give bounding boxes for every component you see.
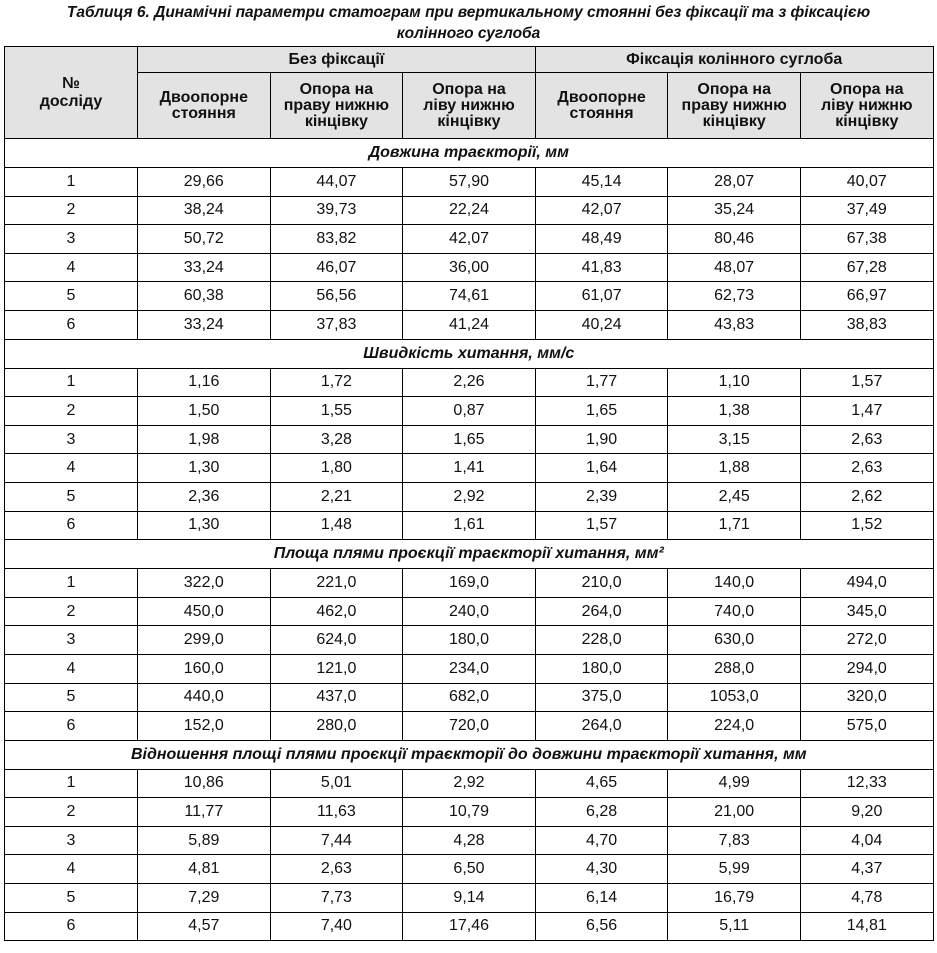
- value-cell: 2,36: [138, 482, 271, 511]
- value-cell: 4,99: [668, 769, 801, 798]
- value-cell: 1,65: [403, 425, 536, 454]
- value-cell: 22,24: [403, 196, 536, 225]
- experiment-number-cell: 2: [5, 798, 138, 827]
- table-row: [5, 569, 934, 598]
- value-cell: 43,83: [668, 310, 801, 339]
- value-cell: 11,77: [138, 798, 271, 827]
- value-cell: 38,83: [800, 310, 933, 339]
- value-cell: 740,0: [668, 597, 801, 626]
- experiment-number-cell: 1: [5, 168, 138, 197]
- value-cell: 50,72: [138, 225, 271, 254]
- value-cell: 39,73: [270, 196, 403, 225]
- experiment-number-cell: 5: [5, 884, 138, 913]
- table-row: [5, 282, 934, 311]
- value-cell: 9,14: [403, 884, 536, 913]
- value-cell: 61,07: [535, 282, 668, 311]
- value-cell: 4,57: [138, 912, 271, 941]
- value-cell: 4,37: [800, 855, 933, 884]
- value-cell: 299,0: [138, 626, 271, 655]
- value-cell: 67,38: [800, 225, 933, 254]
- value-cell: 180,0: [403, 626, 536, 655]
- value-cell: 35,24: [668, 196, 801, 225]
- value-cell: 60,38: [138, 282, 271, 311]
- value-cell: 4,78: [800, 884, 933, 913]
- experiment-number-cell: 3: [5, 225, 138, 254]
- experiment-number-cell: 2: [5, 397, 138, 426]
- value-cell: 42,07: [403, 225, 536, 254]
- value-cell: 2,63: [800, 425, 933, 454]
- table-row: [5, 712, 934, 741]
- header-condition: Опора на праву нижню кінцівку: [270, 73, 403, 139]
- value-cell: 1,47: [800, 397, 933, 426]
- experiment-number-cell: 4: [5, 253, 138, 282]
- value-cell: 2,63: [800, 454, 933, 483]
- value-cell: 2,62: [800, 482, 933, 511]
- value-cell: 6,50: [403, 855, 536, 884]
- value-cell: 42,07: [535, 196, 668, 225]
- experiment-number-cell: 2: [5, 196, 138, 225]
- value-cell: 4,04: [800, 826, 933, 855]
- value-cell: 29,66: [138, 168, 271, 197]
- table-row: [5, 454, 934, 483]
- value-cell: 1,52: [800, 511, 933, 540]
- table-row: [5, 626, 934, 655]
- section-title: Площа плями проєкції траєкторії хитання, мм²: [5, 540, 934, 569]
- value-cell: 1,88: [668, 454, 801, 483]
- value-cell: 3,15: [668, 425, 801, 454]
- header-experiment-number: № досліду: [5, 47, 138, 139]
- value-cell: 1,38: [668, 397, 801, 426]
- section-title: Швидкість хитання, мм/с: [5, 339, 934, 368]
- value-cell: 322,0: [138, 569, 271, 598]
- value-cell: 345,0: [800, 597, 933, 626]
- experiment-number-cell: 3: [5, 826, 138, 855]
- value-cell: 3,28: [270, 425, 403, 454]
- value-cell: 10,79: [403, 798, 536, 827]
- experiment-number-cell: 3: [5, 425, 138, 454]
- value-cell: 57,90: [403, 168, 536, 197]
- data-table: [4, 46, 934, 941]
- value-cell: 40,24: [535, 310, 668, 339]
- experiment-number-cell: 6: [5, 310, 138, 339]
- value-cell: 210,0: [535, 569, 668, 598]
- value-cell: 264,0: [535, 712, 668, 741]
- value-cell: 14,81: [800, 912, 933, 941]
- value-cell: 169,0: [403, 569, 536, 598]
- value-cell: 1,41: [403, 454, 536, 483]
- table-row: [5, 826, 934, 855]
- experiment-number-cell: 1: [5, 769, 138, 798]
- value-cell: 66,97: [800, 282, 933, 311]
- table-row: [5, 597, 934, 626]
- section-title-row: [5, 540, 934, 569]
- table-row: [5, 310, 934, 339]
- value-cell: 1,71: [668, 511, 801, 540]
- experiment-number-cell: 5: [5, 683, 138, 712]
- value-cell: 152,0: [138, 712, 271, 741]
- table-row: [5, 511, 934, 540]
- value-cell: 44,07: [270, 168, 403, 197]
- value-cell: 437,0: [270, 683, 403, 712]
- value-cell: 12,33: [800, 769, 933, 798]
- value-cell: 6,56: [535, 912, 668, 941]
- value-cell: 320,0: [800, 683, 933, 712]
- table-row: [5, 884, 934, 913]
- header-group-knee-fixation: Фіксація колінного суглоба: [535, 47, 933, 73]
- header-condition: Двоопорне стояння: [138, 73, 271, 139]
- value-cell: 264,0: [535, 597, 668, 626]
- experiment-number-cell: 1: [5, 569, 138, 598]
- table-row: [5, 225, 934, 254]
- value-cell: 440,0: [138, 683, 271, 712]
- experiment-number-cell: 2: [5, 597, 138, 626]
- value-cell: 38,24: [138, 196, 271, 225]
- value-cell: 720,0: [403, 712, 536, 741]
- value-cell: 1,65: [535, 397, 668, 426]
- value-cell: 21,00: [668, 798, 801, 827]
- value-cell: 2,45: [668, 482, 801, 511]
- value-cell: 1,30: [138, 454, 271, 483]
- value-cell: 46,07: [270, 253, 403, 282]
- value-cell: 9,20: [800, 798, 933, 827]
- header-row-groups: [5, 47, 934, 73]
- section-title: Відношення площі плями проєкції траєкторії до довжини траєкторії хитання, мм: [5, 740, 934, 769]
- value-cell: 62,73: [668, 282, 801, 311]
- value-cell: 56,56: [270, 282, 403, 311]
- experiment-number-cell: 3: [5, 626, 138, 655]
- table-row: [5, 168, 934, 197]
- experiment-number-cell: 4: [5, 654, 138, 683]
- experiment-number-cell: 1: [5, 368, 138, 397]
- value-cell: 1,10: [668, 368, 801, 397]
- value-cell: 1,57: [535, 511, 668, 540]
- table-row: [5, 482, 934, 511]
- experiment-number-cell: 6: [5, 712, 138, 741]
- value-cell: 5,01: [270, 769, 403, 798]
- value-cell: 7,44: [270, 826, 403, 855]
- value-cell: 224,0: [668, 712, 801, 741]
- table-row: [5, 769, 934, 798]
- value-cell: 375,0: [535, 683, 668, 712]
- value-cell: 37,49: [800, 196, 933, 225]
- value-cell: 7,73: [270, 884, 403, 913]
- value-cell: 4,81: [138, 855, 271, 884]
- value-cell: 16,79: [668, 884, 801, 913]
- value-cell: 36,00: [403, 253, 536, 282]
- value-cell: 575,0: [800, 712, 933, 741]
- value-cell: 40,07: [800, 168, 933, 197]
- value-cell: 80,46: [668, 225, 801, 254]
- value-cell: 1,30: [138, 511, 271, 540]
- experiment-number-cell: 6: [5, 511, 138, 540]
- value-cell: 121,0: [270, 654, 403, 683]
- value-cell: 2,63: [270, 855, 403, 884]
- table-row: [5, 196, 934, 225]
- value-cell: 240,0: [403, 597, 536, 626]
- value-cell: 41,83: [535, 253, 668, 282]
- value-cell: 1,16: [138, 368, 271, 397]
- section-title: Довжина траєкторії, мм: [5, 139, 934, 168]
- value-cell: 462,0: [270, 597, 403, 626]
- experiment-number-cell: 5: [5, 482, 138, 511]
- table-row: [5, 397, 934, 426]
- value-cell: 630,0: [668, 626, 801, 655]
- value-cell: 1,64: [535, 454, 668, 483]
- value-cell: 1053,0: [668, 683, 801, 712]
- value-cell: 6,14: [535, 884, 668, 913]
- table-body: [5, 139, 934, 941]
- value-cell: 5,89: [138, 826, 271, 855]
- value-cell: 234,0: [403, 654, 536, 683]
- table-row: [5, 253, 934, 282]
- value-cell: 17,46: [403, 912, 536, 941]
- table-row: [5, 654, 934, 683]
- value-cell: 1,50: [138, 397, 271, 426]
- value-cell: 74,61: [403, 282, 536, 311]
- value-cell: 140,0: [668, 569, 801, 598]
- value-cell: 494,0: [800, 569, 933, 598]
- value-cell: 48,07: [668, 253, 801, 282]
- value-cell: 2,92: [403, 769, 536, 798]
- header-condition: Опора на ліву нижню кінцівку: [403, 73, 536, 139]
- section-title-row: [5, 139, 934, 168]
- value-cell: 160,0: [138, 654, 271, 683]
- caption-line-1: Таблиця 6. Динамічні параметри статограм при вертикальному стоянні без фіксації та з фіксацією: [66, 4, 871, 21]
- table-row: [5, 912, 934, 941]
- value-cell: 5,11: [668, 912, 801, 941]
- table-row: [5, 425, 934, 454]
- value-cell: 28,07: [668, 168, 801, 197]
- value-cell: 221,0: [270, 569, 403, 598]
- value-cell: 228,0: [535, 626, 668, 655]
- value-cell: 11,63: [270, 798, 403, 827]
- value-cell: 0,87: [403, 397, 536, 426]
- header-condition: Опора на праву нижню кінцівку: [668, 73, 801, 139]
- value-cell: 180,0: [535, 654, 668, 683]
- value-cell: 4,70: [535, 826, 668, 855]
- value-cell: 1,72: [270, 368, 403, 397]
- value-cell: 280,0: [270, 712, 403, 741]
- value-cell: 45,14: [535, 168, 668, 197]
- header-row-conditions: [5, 73, 934, 139]
- value-cell: 1,77: [535, 368, 668, 397]
- value-cell: 10,86: [138, 769, 271, 798]
- section-title-row: [5, 339, 934, 368]
- section-title-row: [5, 740, 934, 769]
- value-cell: 624,0: [270, 626, 403, 655]
- experiment-number-cell: 4: [5, 855, 138, 884]
- value-cell: 1,98: [138, 425, 271, 454]
- experiment-number-cell: 4: [5, 454, 138, 483]
- value-cell: 1,57: [800, 368, 933, 397]
- value-cell: 67,28: [800, 253, 933, 282]
- caption-line-2: колінного суглоба: [396, 25, 541, 42]
- value-cell: 37,83: [270, 310, 403, 339]
- value-cell: 7,40: [270, 912, 403, 941]
- value-cell: 288,0: [668, 654, 801, 683]
- value-cell: 272,0: [800, 626, 933, 655]
- header-condition: Двоопорне стояння: [535, 73, 668, 139]
- value-cell: 33,24: [138, 310, 271, 339]
- table-caption: [4, 2, 933, 46]
- value-cell: 4,65: [535, 769, 668, 798]
- value-cell: 48,49: [535, 225, 668, 254]
- value-cell: 4,28: [403, 826, 536, 855]
- experiment-number-cell: 6: [5, 912, 138, 941]
- table-row: [5, 683, 934, 712]
- table-row: [5, 368, 934, 397]
- value-cell: 682,0: [403, 683, 536, 712]
- value-cell: 1,48: [270, 511, 403, 540]
- value-cell: 1,80: [270, 454, 403, 483]
- value-cell: 2,92: [403, 482, 536, 511]
- value-cell: 450,0: [138, 597, 271, 626]
- value-cell: 6,28: [535, 798, 668, 827]
- value-cell: 5,99: [668, 855, 801, 884]
- value-cell: 2,21: [270, 482, 403, 511]
- header-group-no-fixation: Без фіксації: [138, 47, 536, 73]
- header-condition: Опора на ліву нижню кінцівку: [800, 73, 933, 139]
- value-cell: 83,82: [270, 225, 403, 254]
- table-row: [5, 798, 934, 827]
- value-cell: 2,39: [535, 482, 668, 511]
- value-cell: 294,0: [800, 654, 933, 683]
- value-cell: 1,55: [270, 397, 403, 426]
- value-cell: 1,61: [403, 511, 536, 540]
- value-cell: 7,83: [668, 826, 801, 855]
- experiment-number-cell: 5: [5, 282, 138, 311]
- table-row: [5, 855, 934, 884]
- value-cell: 4,30: [535, 855, 668, 884]
- value-cell: 7,29: [138, 884, 271, 913]
- value-cell: 41,24: [403, 310, 536, 339]
- value-cell: 2,26: [403, 368, 536, 397]
- value-cell: 33,24: [138, 253, 271, 282]
- value-cell: 1,90: [535, 425, 668, 454]
